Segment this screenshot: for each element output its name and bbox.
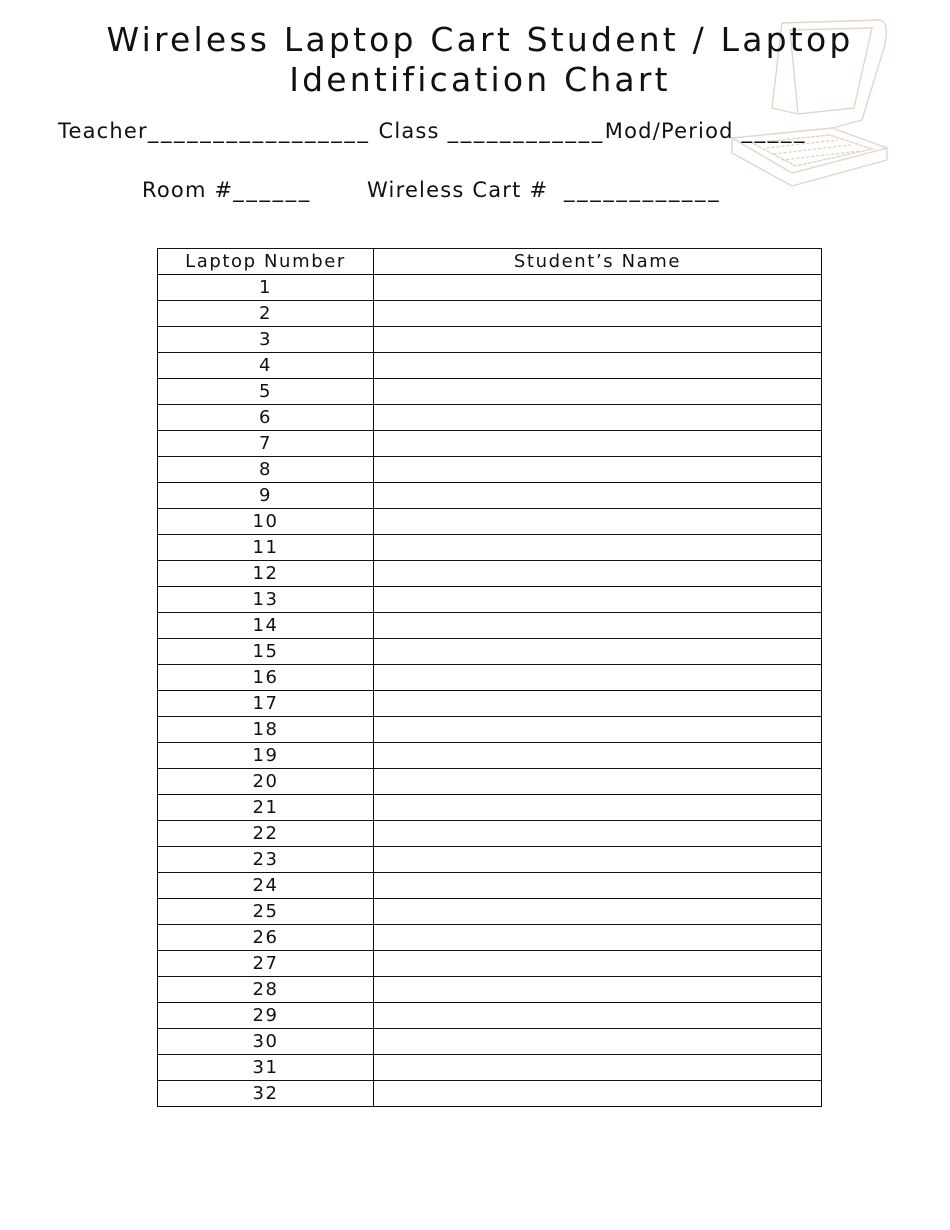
room-field[interactable] [142, 178, 312, 202]
laptop-number-cell: 32 [158, 1081, 374, 1107]
class-field[interactable] [378, 119, 604, 143]
class-blank[interactable]: ____________ [447, 119, 605, 143]
laptop-number-cell: 10 [158, 509, 374, 535]
laptop-number-cell: 28 [158, 977, 374, 1003]
table-row [158, 873, 822, 899]
student-name-cell[interactable] [374, 717, 822, 743]
teacher-blank[interactable]: _________________ [147, 119, 371, 143]
laptop-number-cell: 7 [158, 431, 374, 457]
header-fields-row-2 [142, 178, 721, 202]
table-row [158, 639, 822, 665]
mod-period-field[interactable] [605, 119, 807, 143]
page-title [0, 20, 950, 100]
column-header-student-name: Student’s Name [374, 249, 822, 275]
laptop-number-cell: 24 [158, 873, 374, 899]
student-name-cell[interactable] [374, 925, 822, 951]
table-row [158, 951, 822, 977]
student-name-cell[interactable] [374, 691, 822, 717]
room-label: Room # [142, 178, 234, 202]
student-name-cell[interactable] [374, 1081, 822, 1107]
table-row [158, 691, 822, 717]
student-name-cell[interactable] [374, 613, 822, 639]
header-fields-row-1 [58, 119, 807, 143]
student-name-cell[interactable] [374, 665, 822, 691]
table-row [158, 561, 822, 587]
table-row [158, 665, 822, 691]
table-row [158, 483, 822, 509]
table-row [158, 431, 822, 457]
student-name-cell[interactable] [374, 561, 822, 587]
table-row [158, 509, 822, 535]
table-row [158, 925, 822, 951]
table-row [158, 327, 822, 353]
laptop-number-cell: 9 [158, 483, 374, 509]
laptop-number-cell: 12 [158, 561, 374, 587]
student-name-cell[interactable] [374, 769, 822, 795]
table-row [158, 847, 822, 873]
table-row [158, 1081, 822, 1107]
table-row [158, 535, 822, 561]
table-row [158, 1003, 822, 1029]
teacher-field[interactable] [58, 119, 371, 143]
student-name-cell[interactable] [374, 431, 822, 457]
laptop-number-cell: 14 [158, 613, 374, 639]
student-name-cell[interactable] [374, 899, 822, 925]
laptop-number-cell: 25 [158, 899, 374, 925]
laptop-number-cell: 22 [158, 821, 374, 847]
laptop-number-cell: 11 [158, 535, 374, 561]
laptop-number-cell: 27 [158, 951, 374, 977]
wireless-cart-field[interactable] [367, 178, 721, 202]
student-name-cell[interactable] [374, 977, 822, 1003]
student-name-cell[interactable] [374, 795, 822, 821]
student-name-cell[interactable] [374, 639, 822, 665]
student-name-cell[interactable] [374, 353, 822, 379]
student-name-cell[interactable] [374, 821, 822, 847]
column-header-laptop-number: Laptop Number [158, 249, 374, 275]
laptop-number-cell: 4 [158, 353, 374, 379]
mod-period-label: Mod/Period [604, 119, 734, 143]
title-line-1: Wireless Laptop Cart Student / Laptop [106, 20, 854, 59]
laptop-number-cell: 3 [158, 327, 374, 353]
laptop-number-cell: 18 [158, 717, 374, 743]
laptop-number-cell: 31 [158, 1055, 374, 1081]
student-name-cell[interactable] [374, 379, 822, 405]
room-blank[interactable]: ______ [233, 178, 312, 202]
laptop-number-cell: 17 [158, 691, 374, 717]
table-row [158, 613, 822, 639]
title-line-2: Identification Chart [289, 60, 671, 99]
class-label: Class [378, 119, 440, 143]
table-row [158, 977, 822, 1003]
student-name-cell[interactable] [374, 405, 822, 431]
table-row [158, 457, 822, 483]
student-name-cell[interactable] [374, 327, 822, 353]
wireless-cart-label: Wireless Cart # [367, 178, 549, 202]
table-row [158, 275, 822, 301]
laptop-student-table [157, 248, 822, 1107]
table-row [158, 795, 822, 821]
laptop-number-cell: 6 [158, 405, 374, 431]
student-name-cell[interactable] [374, 509, 822, 535]
student-name-cell[interactable] [374, 587, 822, 613]
laptop-number-cell: 16 [158, 665, 374, 691]
laptop-number-cell: 1 [158, 275, 374, 301]
laptop-number-cell: 26 [158, 925, 374, 951]
student-name-cell[interactable] [374, 1003, 822, 1029]
student-name-cell[interactable] [374, 1029, 822, 1055]
laptop-number-cell: 5 [158, 379, 374, 405]
table-row [158, 743, 822, 769]
student-name-cell[interactable] [374, 483, 822, 509]
table-header-row [158, 249, 822, 275]
teacher-label: Teacher [58, 119, 148, 143]
wireless-cart-blank[interactable]: ____________ [564, 178, 722, 202]
table-row [158, 405, 822, 431]
laptop-number-cell: 8 [158, 457, 374, 483]
table-row [158, 379, 822, 405]
table-row [158, 899, 822, 925]
student-name-cell[interactable] [374, 743, 822, 769]
student-name-cell[interactable] [374, 301, 822, 327]
laptop-number-cell: 2 [158, 301, 374, 327]
student-name-cell[interactable] [374, 275, 822, 301]
table-row [158, 587, 822, 613]
mod-period-blank[interactable]: _____ [741, 119, 808, 143]
laptop-number-cell: 19 [158, 743, 374, 769]
laptop-number-cell: 13 [158, 587, 374, 613]
table-row [158, 1029, 822, 1055]
table-row [158, 1055, 822, 1081]
student-name-cell[interactable] [374, 535, 822, 561]
student-name-cell[interactable] [374, 847, 822, 873]
laptop-number-cell: 30 [158, 1029, 374, 1055]
student-name-cell[interactable] [374, 1055, 822, 1081]
student-name-cell[interactable] [374, 457, 822, 483]
table-row [158, 301, 822, 327]
table-row [158, 717, 822, 743]
table-row [158, 769, 822, 795]
student-name-cell[interactable] [374, 873, 822, 899]
table-row [158, 821, 822, 847]
table-row [158, 353, 822, 379]
laptop-number-cell: 23 [158, 847, 374, 873]
student-name-cell[interactable] [374, 951, 822, 977]
laptop-number-cell: 15 [158, 639, 374, 665]
laptop-number-cell: 20 [158, 769, 374, 795]
laptop-number-cell: 21 [158, 795, 374, 821]
laptop-number-cell: 29 [158, 1003, 374, 1029]
